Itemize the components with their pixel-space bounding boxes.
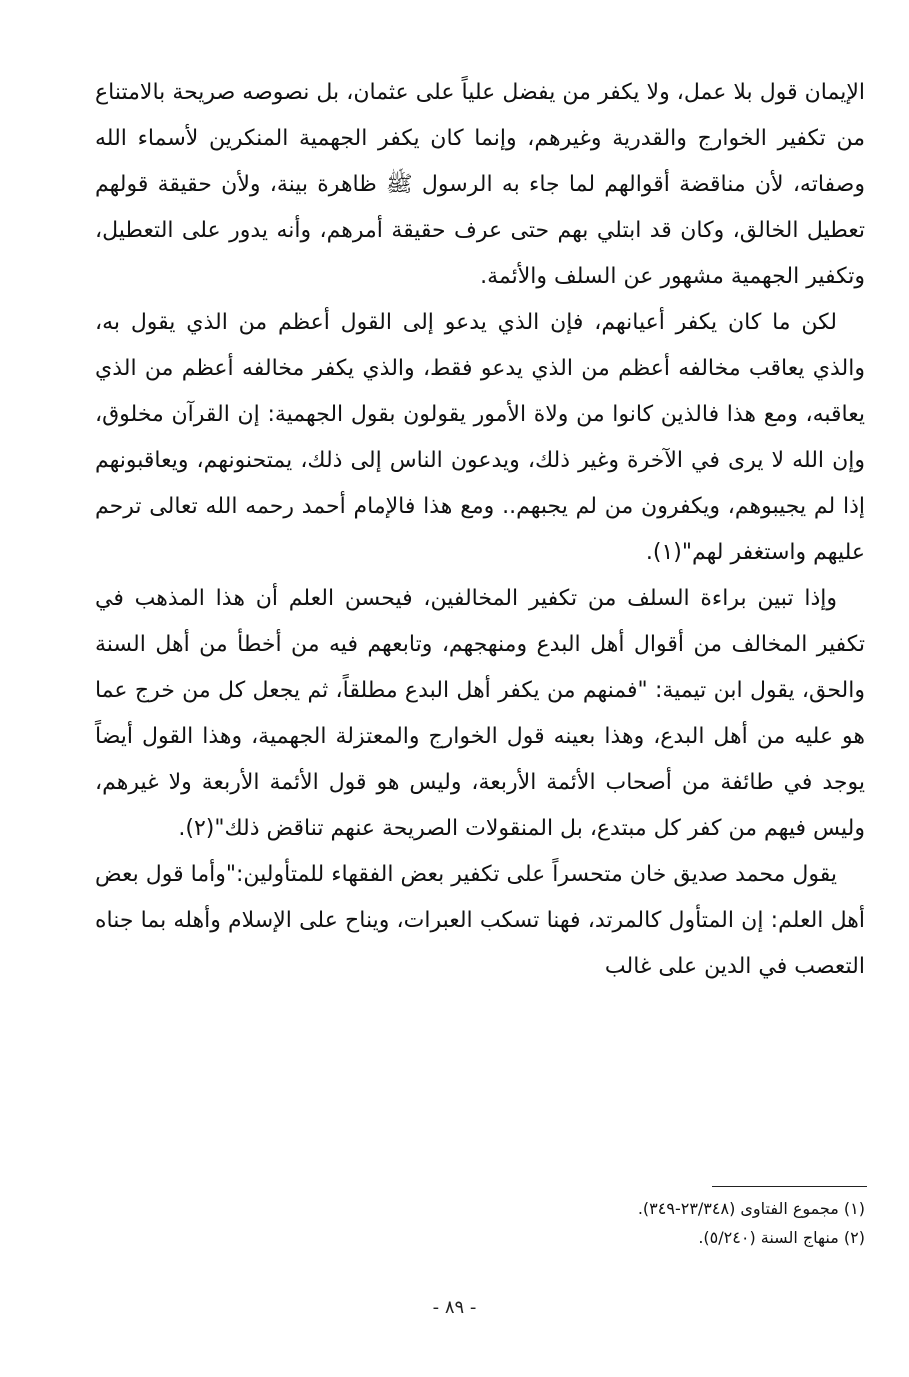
footnotes bbox=[95, 1194, 865, 1252]
paragraph-1: الإيمان قول بلا عمل، ولا يكفر من يفضل علياً على عثمان، بل نصوصه صريحة بالامتناع من تكفير الخوارج والقدرية وغيرهم، وإنما كان يكفر الجهمية المنكرين لأسماء الله وصفاته، لأن مناقضة أقوالهم لما جاء به الرسول ﷺ ظاهرة بينة، ولأن حقيقة قولهم تعطيل الخالق، وكان قد ابتلي بهم حتى عرف حقيقة أمرهم، وأنه يدور على التعطيل، وتكفير الجهمية مشهور عن السلف والأئمة. bbox=[95, 80, 865, 289]
footnote-1: (١) مجموع الفتاوى (٢٣/٣٤٨-٣٤٩). bbox=[637, 1199, 865, 1218]
main-text bbox=[95, 70, 865, 990]
paragraph-4: يقول محمد صديق خان متحسراً على تكفير بعض الفقهاء للمتأولين:"وأما قول بعض أهل العلم: إن المتأول كالمرتد، فهنا تسكب العبرات، ويناح على الإسلام وأهله بما جناه التعصب في الدين على غالب bbox=[95, 862, 865, 979]
footnote-divider bbox=[712, 1186, 867, 1187]
footnote-2: (٢) منهاج السنة (٥/٢٤٠). bbox=[698, 1228, 865, 1247]
paragraph-2: لكن ما كان يكفر أعيانهم، فإن الذي يدعو إلى القول أعظم من الذي يقول به، والذي يعاقب مخالفه أعظم من الذي يدعو فقط، والذي يكفر مخالفه أعظم من الذي يعاقبه، ومع هذا فالذين كانوا من ولاة الأمور يقولون بقول الجهمية: إن القرآن مخلوق، وإن الله لا يرى في الآخرة وغير ذلك، ويدعون الناس إلى ذلك، يمتحنونهم، ويعاقبونهم إذا لم يجيبوهم، ويكفرون من لم يجبهم.. ومع هذا فالإمام أحمد رحمه الله تعالى ترحم عليهم واستغفر لهم"(١). bbox=[95, 310, 865, 565]
page-number: - ٨٩ - bbox=[432, 1297, 477, 1318]
paragraph-3: وإذا تبين براءة السلف من تكفير المخالفين، فيحسن العلم أن هذا المذهب في تكفير المخالف من أقوال أهل البدع ومنهجهم، وتابعهم فيه من أخطأ من أهل السنة والحق، يقول ابن تيمية: "فمنهم من يكفر أهل البدع مطلقاً، ثم يجعل كل من خرج عما هو عليه من أهل البدع، وهذا بعينه قول الخوارج والمعتزلة الجهمية، وهذا القول أيضاً يوجد في طائفة من أصحاب الأئمة الأربعة، وليس هو قول الأئمة الأربعة ولا غيرهم، وليس فيهم من كفر كل مبتدع، بل المنقولات الصريحة عنهم تناقض ذلك"(٢). bbox=[95, 586, 865, 841]
